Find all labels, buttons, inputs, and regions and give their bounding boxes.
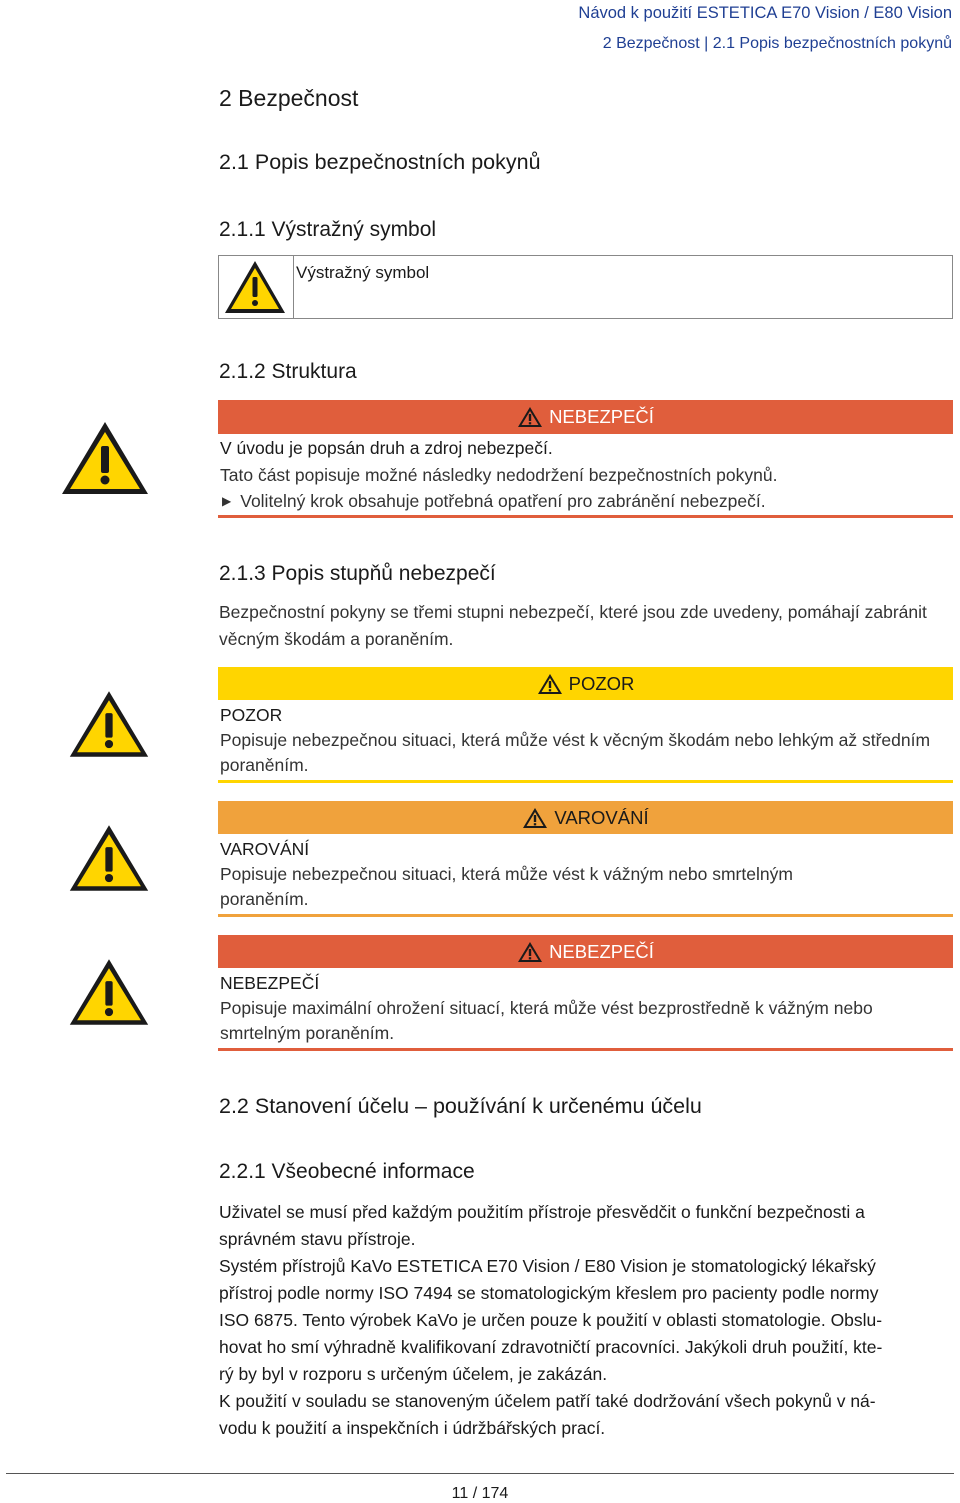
paragraph-3-line-2: vodu k použití a inspekčních i údržbářských prací. <box>219 1418 606 1438</box>
structure-line-2: Tato část popisuje možné následky nedodržení bezpečnostních pokynů. <box>220 465 778 485</box>
warning-text: Popisuje nebezpečnou situaci, která může vést k vážným nebo smrtelným poraněním. <box>220 864 793 909</box>
caution-band-label: POZOR <box>568 672 635 694</box>
paragraph-2 <box>219 1253 954 1388</box>
warning-symbol-table <box>218 255 953 319</box>
section-heading-2: 2 Bezpečnost <box>219 85 359 111</box>
warning-triangle-icon <box>223 259 287 315</box>
danger-text: Popisuje maximální ohrožení situací, která může vést bezprostředně k vážným nebo smrtelným poraněním. <box>220 998 873 1043</box>
warning-rule <box>218 914 953 917</box>
section-heading-2-1: 2.1 Popis bezpečnostních pokynů <box>219 150 541 174</box>
danger-band <box>218 400 953 434</box>
page-number: 11 / 174 <box>451 1485 509 1502</box>
warning-band-label: VAROVÁNÍ <box>554 806 649 828</box>
section-heading-2-1-2: 2.1.2 Struktura <box>219 360 357 383</box>
paragraph-2-line-1: Systém přístrojů KaVo ESTETICA E70 Vision / E80 Vision je stomatologický lékařský <box>219 1256 876 1276</box>
bullet-arrow-icon: ▶ <box>222 494 232 508</box>
danger-band-title <box>218 400 953 434</box>
small-danger-icon <box>517 941 543 963</box>
footer-divider <box>6 1473 954 1474</box>
warning-band <box>218 801 953 834</box>
structure-line-1: V úvodu je popsán druh a zdroj nebezpečí. <box>220 438 553 458</box>
paragraph-3-line-1: K použití v souladu se stanoveným účelem patří také dodržování všech pokynů v ná- <box>219 1391 876 1411</box>
paragraph-2-line-3: ISO 6875. Tento výrobek KaVo je určen pouze k použití v oblasti stomatologie. Obslu- <box>219 1310 883 1330</box>
section-heading-2-2-1: 2.2.1 Všeobecné informace <box>219 1160 475 1183</box>
warning-symbol-cell <box>219 256 294 318</box>
paragraph-2-line-5: rý by byl v rozporu s určeným účelem, je zakázán. <box>219 1364 608 1384</box>
caution-label: POZOR <box>220 705 283 725</box>
small-caution-icon <box>537 673 563 695</box>
section-heading-2-1-3: 2.1.3 Popis stupňů nebezpečí <box>219 562 496 585</box>
danger-band-label: NEBEZPEČÍ <box>549 406 654 427</box>
document-title: Návod k použití ESTETICA E70 Vision / E80 Vision <box>578 4 952 22</box>
danger-level-triangle-icon <box>68 956 150 1028</box>
warning-band-title <box>218 801 953 834</box>
caution-rule <box>218 780 953 783</box>
danger-rule <box>218 515 953 518</box>
paragraph-1: Uživatel se musí před každým použitím přístroje přesvědčit o funkční bezpečnosti a správném stavu přístroje. <box>219 1202 865 1249</box>
warning-label: VAROVÁNÍ <box>220 839 310 859</box>
caution-text: Popisuje nebezpečnou situaci, která může vést k věcným škodám nebo lehkým až středním poraněním. <box>220 730 931 775</box>
section-heading-2-2: 2.2 Stanovení účelu – používání k určenému účelu <box>219 1094 702 1118</box>
danger-level-band-title <box>218 935 953 968</box>
paragraph-3 <box>219 1388 954 1442</box>
caution-triangle-icon <box>68 688 150 760</box>
structure-line-3-text: Volitelný krok obsahuje potřebná opatření pro zabránění nebezpečí. <box>240 491 766 511</box>
levels-intro: Bezpečnostní pokyny se třemi stupni nebezpečí, které jsou zde uvedeny, pomáhají zabránit věcným škodám a poraněním. <box>219 602 927 649</box>
section-heading-2-1-1: 2.1.1 Výstražný symbol <box>219 218 437 241</box>
danger-triangle-icon <box>60 420 150 496</box>
small-warning-level-icon <box>522 807 548 829</box>
warning-symbol-label: Výstražný symbol <box>296 263 430 282</box>
small-warning-icon <box>517 406 543 428</box>
paragraph-2-line-4: hovat ho smí výhradně kvalifikovaní zdravotničtí pracovníci. Jakýkoli druh použití, kte- <box>219 1337 883 1357</box>
danger-level-band <box>218 935 953 968</box>
danger-label: NEBEZPEČÍ <box>220 973 320 993</box>
warning-level-triangle-icon <box>68 822 150 894</box>
breadcrumb: 2 Bezpečnost | 2.1 Popis bezpečnostních pokynů <box>602 35 952 52</box>
structure-line-3 <box>222 488 957 515</box>
caution-band-title <box>218 667 953 700</box>
paragraph-2-line-2: přístroj podle normy ISO 7494 se stomatologickým křeslem pro pacienty podle normy <box>219 1283 879 1303</box>
caution-band <box>218 667 953 700</box>
danger-level-band-label: NEBEZPEČÍ <box>549 940 654 962</box>
danger-level-rule <box>218 1048 953 1051</box>
